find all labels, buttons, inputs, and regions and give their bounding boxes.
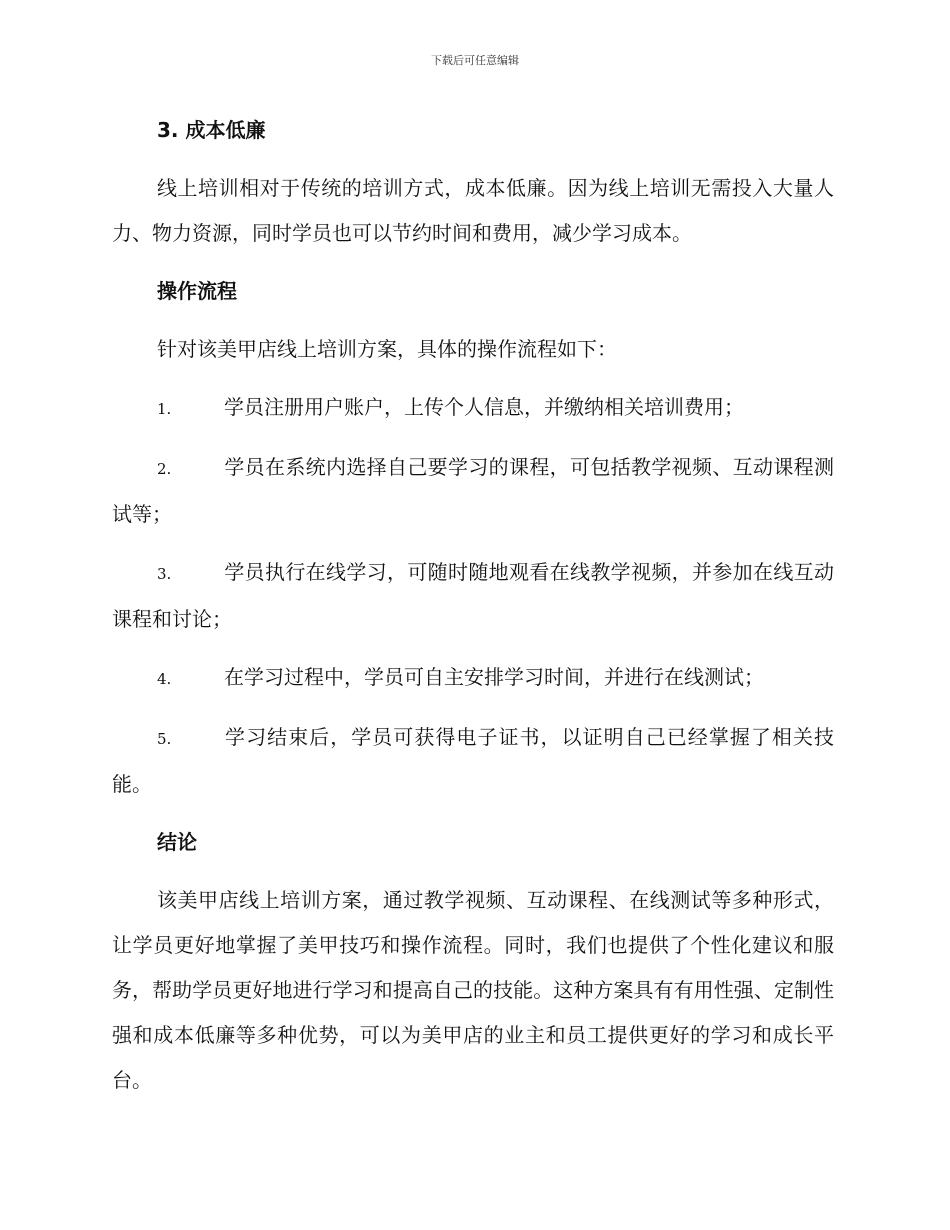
paragraph-cost: 线上培训相对于传统的培训方式，成本低廉。因为线上培训无需投入大量人力、物力资源，同时学员也可以节约时间和费用，减少学习成本。 [112,176,834,245]
list-item-text: 在学习过程中，学员可自主安排学习时间，并进行在线测试； [224,665,764,689]
document-body [112,108,834,1116]
section-heading-cost: 3. 成本低廉 [157,118,266,142]
paragraph-process-intro: 针对该美甲店线上培训方案，具体的操作流程如下： [157,337,617,361]
list-item-number: 1. [157,400,172,418]
list-item-text: 学员注册用户账户，上传个人信息，并缴纳相关培训费用； [224,395,744,419]
paragraph-conclusion: 该美甲店线上培训方案，通过教学视频、互动课程、在线测试等多种形式，让学员更好地掌握了美甲技巧和操作流程。同时，我们也提供了个性化建议和服务，帮助学员更好地进行学习和提高自己的技能。这种方案具有有用性强、定制性强和成本低廉等多种优势，可以为美甲店的业主和员工提供更好的学习和成长平台。 [112,888,834,1092]
page-header: 下载后可任意编辑 [431,54,519,67]
list-item-text: 学员在系统内选择自己要学习的课程，可包括教学视频、互动课程测试等； [112,455,834,526]
list-item-number: 5. [157,730,172,748]
list-item [112,445,834,537]
list-item-text: 学员执行在线学习，可随时随地观看在线教学视频，并参加在线互动课程和讨论； [112,560,834,631]
section-heading-conclusion: 结论 [157,830,197,854]
list-item [112,715,834,807]
list-item [112,655,834,702]
list-item-number: 2. [157,460,172,478]
list-item [112,385,834,432]
section-heading-process: 操作流程 [157,279,237,303]
list-item-number: 3. [157,565,172,583]
list-item-number: 4. [157,670,172,688]
list-item [112,550,834,642]
list-item-text: 学习结束后，学员可获得电子证书，以证明自己已经掌握了相关技能。 [112,725,834,796]
